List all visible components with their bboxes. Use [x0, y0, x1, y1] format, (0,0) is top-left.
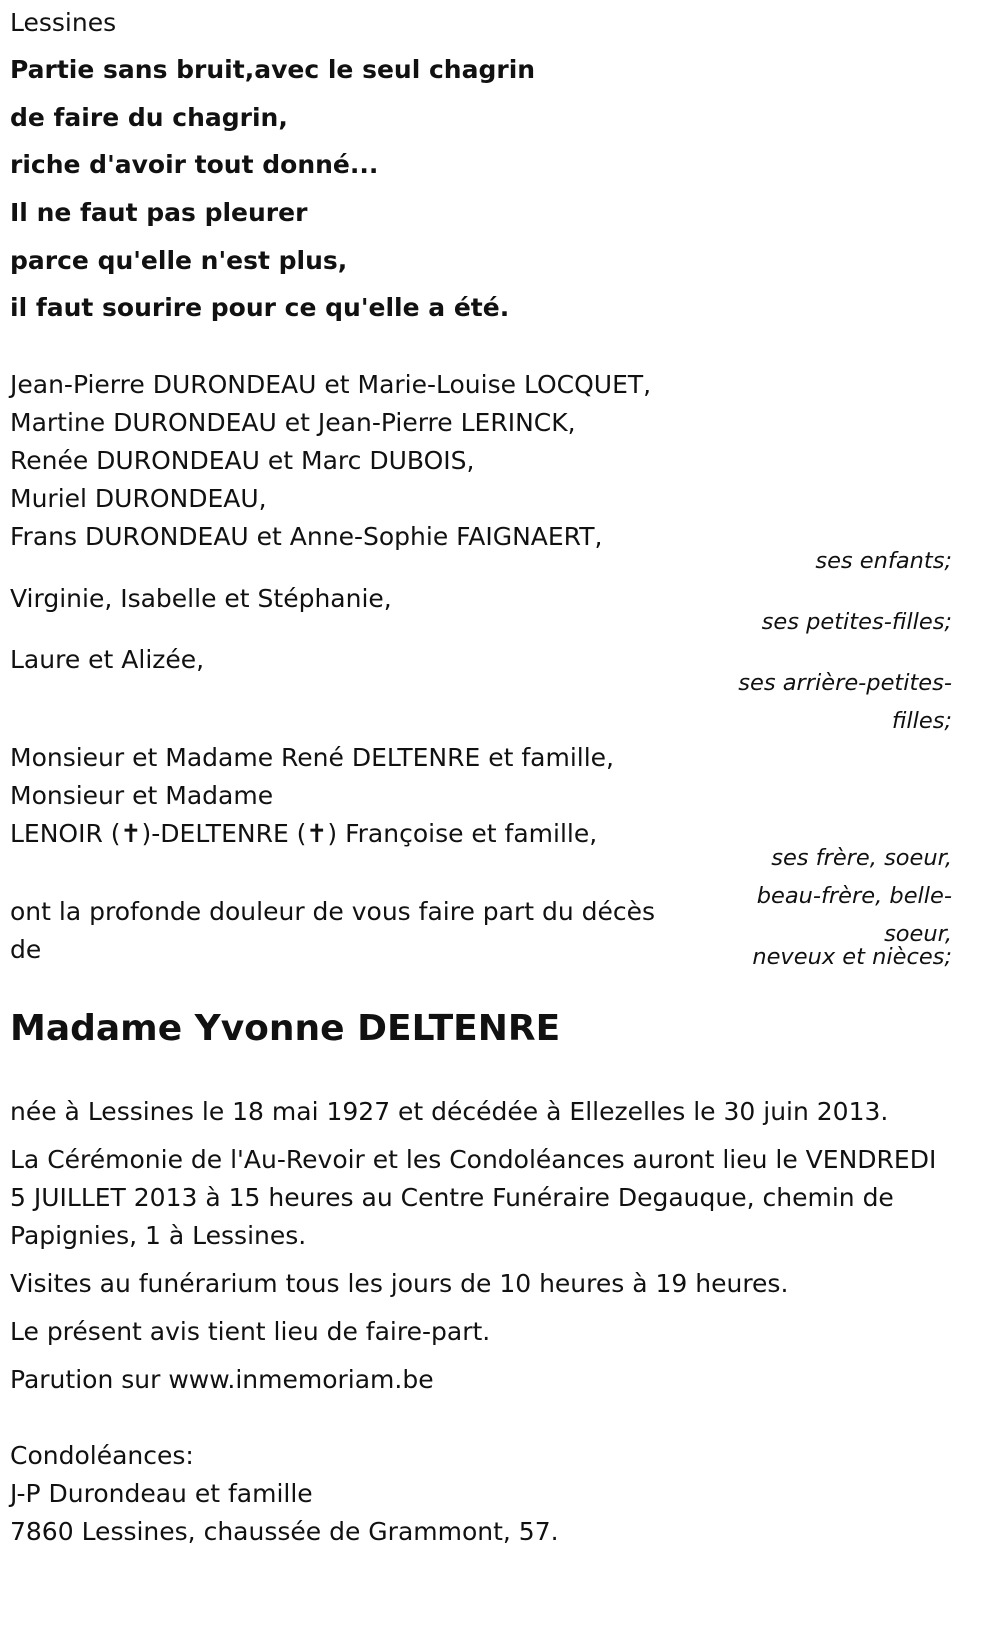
ceremony-line: La Cérémonie de l'Au-Revoir et les Condoléances auront lieu le VENDREDI	[10, 1145, 937, 1174]
family-children-line: Renée DURONDEAU et Marc DUBOIS,	[10, 446, 475, 475]
family-children-line: Frans DURONDEAU et Anne-Sophie FAIGNAERT,	[10, 522, 603, 551]
great-grandchildren-role: ses arrière-petites-	[738, 670, 952, 696]
family-children-line: Jean-Pierre DURONDEAU et Marie-Louise LOCQUET,	[10, 370, 652, 399]
grandchildren-role: ses petites-filles;	[761, 609, 952, 635]
poem-line: Il ne faut pas pleurer	[10, 198, 308, 227]
siblings-role: soeur,	[884, 921, 952, 947]
condolences-name: J-P Durondeau et famille	[10, 1479, 313, 1508]
poem-line: riche d'avoir tout donné...	[10, 150, 379, 179]
condolences-address: 7860 Lessines, chaussée de Grammont, 57.	[10, 1517, 559, 1546]
siblings-line: Monsieur et Madame René DELTENRE et famille,	[10, 743, 615, 772]
poem-line: parce qu'elle n'est plus,	[10, 246, 348, 275]
announcement-line: ont la profonde douleur de vous faire part du décès	[10, 897, 656, 926]
siblings-role: neveux et nièces;	[752, 944, 952, 970]
poem-line: de faire du chagrin,	[10, 103, 288, 132]
great-grandchildren-role: filles;	[891, 708, 952, 734]
family-children-line: Martine DURONDEAU et Jean-Pierre LERINCK,	[10, 408, 576, 437]
deceased-name: Madame Yvonne DELTENRE	[10, 1008, 561, 1049]
birth-death-line: née à Lessines le 18 mai 1927 et décédée à Ellezelles le 30 juin 2013.	[10, 1097, 889, 1126]
announcement-line: de	[10, 935, 42, 964]
condolences-label: Condoléances:	[10, 1441, 194, 1470]
visits-line: Visites au funérarium tous les jours de 10 heures à 19 heures.	[10, 1269, 789, 1298]
great-grandchildren-line: Laure et Alizée,	[10, 645, 205, 674]
siblings-role: ses frère, soeur,	[771, 845, 952, 871]
poem-line: il faut sourire pour ce qu'elle a été.	[10, 293, 510, 322]
publication-line: Parution sur www.inmemoriam.be	[10, 1365, 434, 1394]
family-children-line: Muriel DURONDEAU,	[10, 484, 267, 513]
ceremony-line: Papignies, 1 à Lessines.	[10, 1221, 307, 1250]
children-role: ses enfants;	[815, 548, 952, 574]
siblings-line: Monsieur et Madame	[10, 781, 274, 810]
ceremony-line: 5 JUILLET 2013 à 15 heures au Centre Funéraire Degauque, chemin de	[10, 1183, 894, 1212]
city-header: Lessines	[10, 8, 117, 37]
notice-line: Le présent avis tient lieu de faire-part.	[10, 1317, 491, 1346]
siblings-role: beau-frère, belle-	[756, 883, 952, 909]
poem-line: Partie sans bruit,avec le seul chagrin	[10, 55, 536, 84]
grandchildren-line: Virginie, Isabelle et Stéphanie,	[10, 584, 392, 613]
siblings-line: LENOIR (✝)-DELTENRE (✝) Françoise et famille,	[10, 819, 598, 848]
